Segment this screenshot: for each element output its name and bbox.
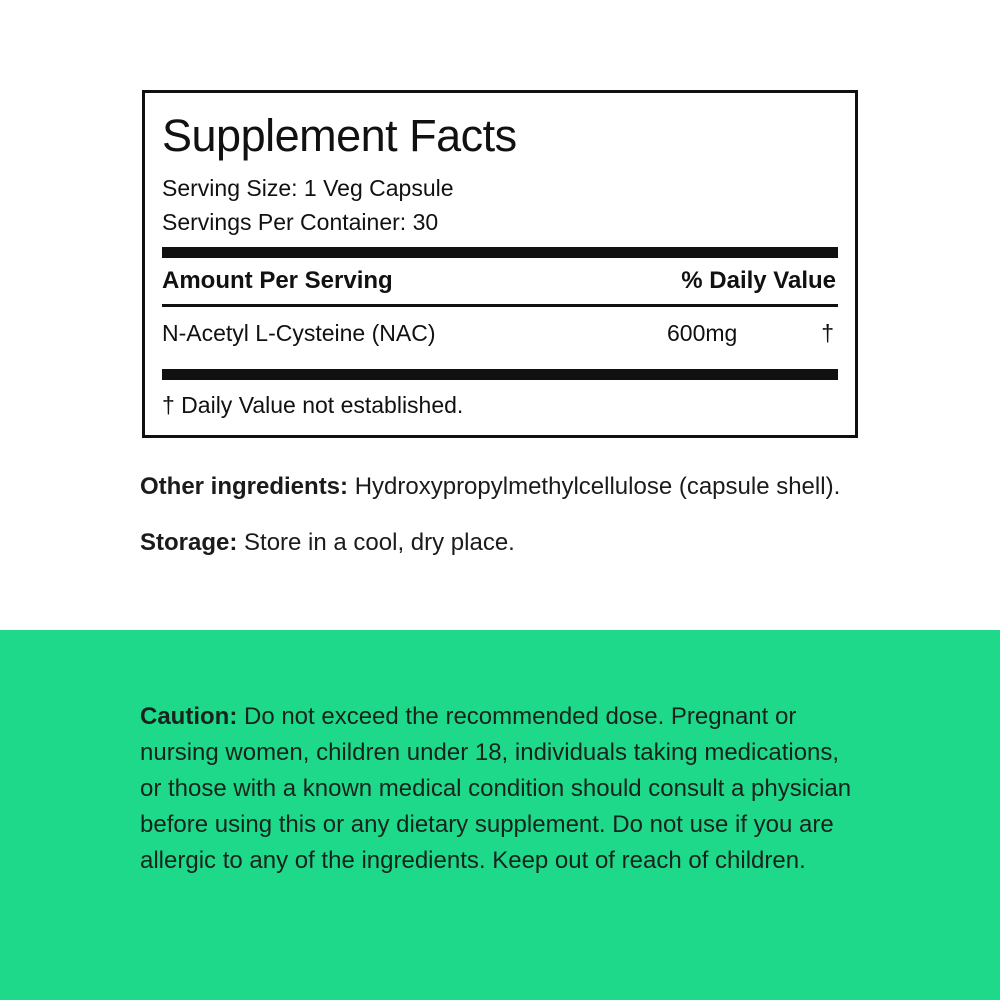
nutrient-amount: 600mg (667, 320, 738, 346)
divider-thick-top (162, 247, 838, 258)
nutrient-daily-value: † (821, 320, 834, 346)
daily-value-header: % Daily Value (681, 267, 836, 294)
amount-per-serving-header: Amount Per Serving (162, 267, 393, 294)
nutrient-name: N-Acetyl L-Cysteine (NAC) (162, 320, 436, 346)
caution-paragraph (140, 699, 862, 879)
label-body-text (140, 468, 865, 580)
daily-value-footnote: † Daily Value not established. (162, 392, 464, 418)
servings-per-container-text: Servings Per Container: 30 (162, 209, 439, 235)
caution-text: Do not exceed the recommended dose. Pregnant or nursing women, children under 18, individuals taking medications, or those with a known medical condition should consult a physician before using this or any dietary supplement. Do not use if you are allergic to any of the ingredients. Keep out of reach of children. (140, 703, 852, 874)
supplement-facts-panel (142, 90, 858, 438)
divider-thick-bottom (162, 369, 838, 380)
storage-paragraph (140, 524, 865, 562)
supplement-facts-title: Supplement Facts (162, 110, 517, 161)
other-ingredients-paragraph (140, 468, 865, 506)
storage-label: Storage: (140, 529, 238, 556)
storage-text: Store in a cool, dry place. (237, 529, 515, 556)
other-ingredients-label: Other ingredients: (140, 473, 349, 500)
nutrient-rows (162, 307, 838, 361)
table-header-row (162, 258, 838, 304)
other-ingredients-text: Hydroxypropylmethylcellulose (capsule shell). (348, 473, 841, 500)
serving-size-text: Serving Size: 1 Veg Capsule (162, 175, 454, 201)
green-section (0, 630, 1000, 1000)
caution-label: Caution: (140, 703, 238, 730)
table-row (162, 307, 838, 361)
